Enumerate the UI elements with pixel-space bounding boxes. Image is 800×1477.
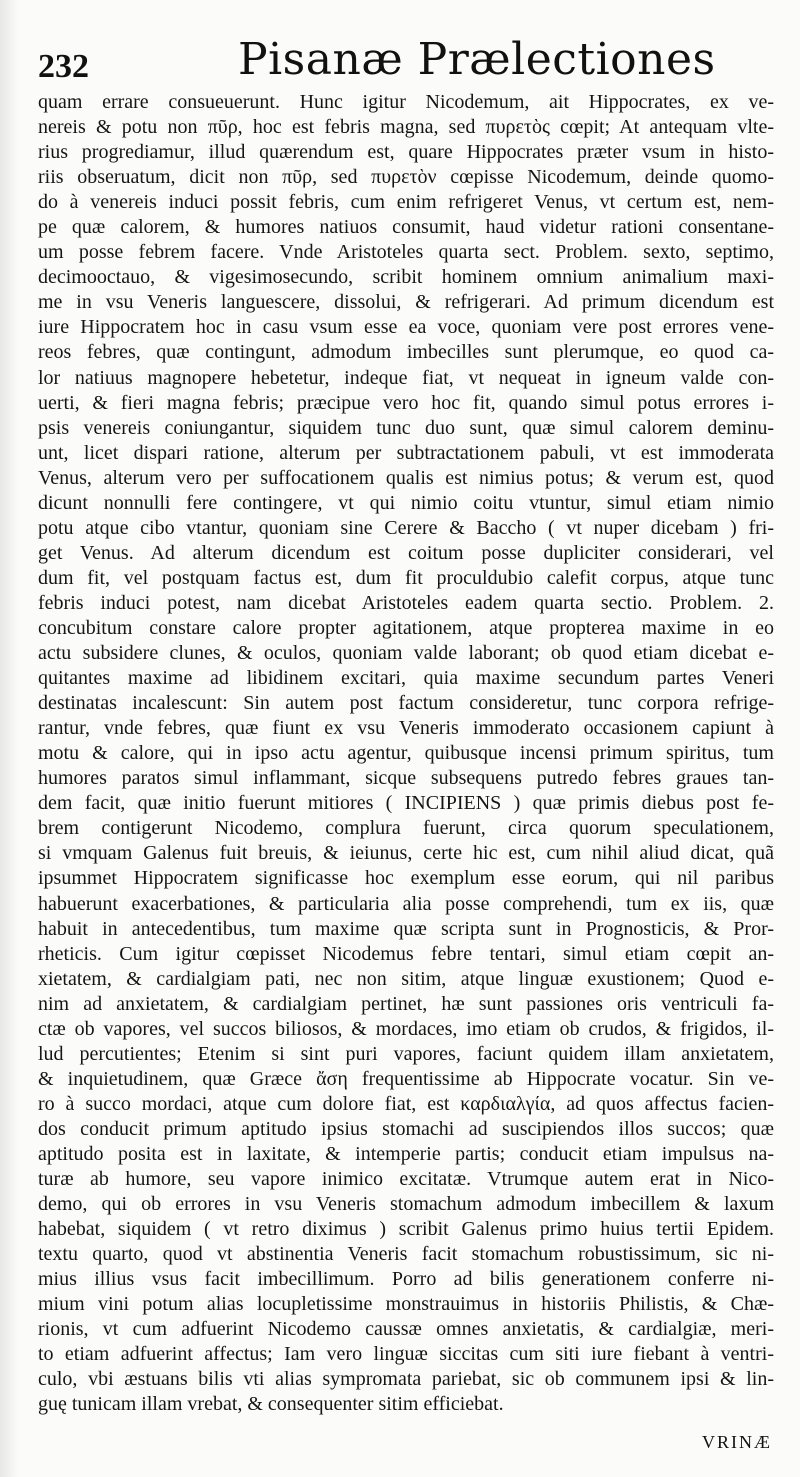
text-line: iure Hippocratem hoc in casu vsum esse ea voce, quoniam vere post errores vene- bbox=[38, 316, 774, 339]
text-line: rantur, vnde febres, quæ fiunt ex vsu Veneris immoderato occasionem capiunt à bbox=[38, 717, 774, 740]
text-line: actu subsidere clunes, & oculos, quoniam valde laborant; ob quod etiam dicebat e- bbox=[38, 642, 774, 665]
text-line: febris induci potest, nam dicebat Aristoteles eadem quarta sectio. Problem. 2. bbox=[38, 591, 774, 614]
text-line: habuit in antecedentibus, tum maxime quæ scripta sunt in Prognosticis, & Pror- bbox=[38, 917, 774, 940]
text-line: & inquietudinem, quæ Græce ἄση frequentissime ab Hippocrate vocatur. Sin ve- bbox=[38, 1067, 774, 1090]
text-line: concubitum constare calore propter agitationem, atque propterea maxime in eo bbox=[38, 616, 774, 639]
text-line: potu atque cibo vtantur, quoniam sine Cerere & Baccho ( vt nuper dicebam ) fri- bbox=[38, 516, 774, 539]
text-line: pe quæ calorem, & humores natiuos consumit, haud videtur rationi consentane- bbox=[38, 216, 774, 239]
catchword: VRINÆ bbox=[701, 1432, 772, 1452]
page-edge-shadow bbox=[0, 0, 18, 1477]
text-line: motu & calore, qui in ipso actu agentur, quibusque incensi primum spiritus, tum bbox=[38, 742, 774, 765]
text-line: xietatem, & cardialgiam pati, nec non sitim, atque linguæ exustionem; Quod e- bbox=[38, 967, 774, 990]
text-line: dicunt nonnulli fere contingere, vt qui nimio coitu vtuntur, simul etiam nimio bbox=[38, 491, 774, 514]
text-line: reos febres, quæ contingunt, admodum imbecilles sunt plerumque, eo quod ca- bbox=[38, 341, 774, 364]
text-line: demo, qui ob errores in vsu Veneris stomachum admodum imbecillem & laxum bbox=[38, 1193, 774, 1216]
text-line: quitantes maxime ad libidinem excitari, quia maxime secundum partes Veneri bbox=[38, 667, 774, 690]
text-line: rius progrediamur, illud quærendum est, quare Hippocrates præter vsum in histo- bbox=[38, 141, 774, 164]
text-line: psis venereis coniungantur, siquidem tunc duo sunt, quæ simul calorem deminu- bbox=[38, 416, 774, 439]
text-line: ro à succo mordaci, atque cum dolore fiat, est καρδιαλγία, ad quos affectus facien- bbox=[38, 1092, 774, 1115]
text-line: culo, vbi æstuans bilis vti alias sympromata pariebat, sic ob communem ipsi & lin- bbox=[38, 1368, 774, 1391]
text-line: turæ ab humore, seu vapore inimico excitatæ. Vtrumque autem erat in Nico- bbox=[38, 1168, 774, 1191]
text-line: unt, licet dispari ratione, alterum per subtractationem pabuli, vt est immoderata bbox=[38, 441, 774, 464]
text-line: mius illius vsus facit imbecillimum. Porro ad bilis generationem conferre ni- bbox=[38, 1268, 774, 1291]
text-line: lor natiuus magnopere hebetetur, indeque fiat, vt nequeat in igneum valde con- bbox=[38, 366, 774, 389]
text-line: dum fit, vel postquam factus est, dum fit proculdubio calefit corpus, atque tunc bbox=[38, 566, 774, 589]
text-line: Venus, alterum vero per suffocationem qualis est nimius potus; & verum est, quod bbox=[38, 466, 774, 489]
text-line: riis obseruatum, dicit non πῦρ, sed πυρετὸν cœpisse Nicodemum, deinde quomo- bbox=[38, 166, 774, 189]
text-line: me in vsu Veneris languescere, dissolui, & refrigerari. Ad primum dicendum est bbox=[38, 291, 774, 314]
text-line: get Venus. Ad alterum dicendum est coitum posse dupliciter considerari, vel bbox=[38, 541, 774, 564]
text-line: mium vini potum alias locupletissime monstrauimus in historiis Philistis, & Chæ- bbox=[38, 1293, 774, 1316]
running-head: Pisanæ Prælectiones bbox=[238, 34, 716, 85]
text-line: nim ad anxietatem, & cardialgiam pertinet, hæ sunt passiones oris ventriculi fa- bbox=[38, 992, 774, 1015]
page-number: 232 bbox=[38, 48, 89, 85]
text-line: textu quarto, quod vt abstinentia Veneris facit stomachum robustissimum, sic ni- bbox=[38, 1243, 774, 1266]
text-line: nereis & potu non πῦρ, hoc est febris magna, sed πυρετὸς cœpit; At antequam vlte- bbox=[38, 116, 774, 139]
text-line: um posse febrem facere. Vnde Aristoteles quarta sect. Problem. sexto, septimo, bbox=[38, 241, 774, 264]
page-header bbox=[38, 26, 778, 88]
text-line: to etiam adfuerint affectus; Iam vero linguæ siccitas cum siti iure fiebant à ventri- bbox=[38, 1343, 774, 1366]
text-line: guę tunicam illam vrebat, & consequenter sitim efficiebat. bbox=[38, 1393, 504, 1416]
text-line: decimooctauo, & vigesimosecundo, scribit hominem omnium animalium maxi- bbox=[38, 266, 774, 289]
text-line: dos conducit primum aptitudo ipsius stomachi ad suscipiendos illos succos; quæ bbox=[38, 1117, 774, 1140]
text-line: humores paratos simul inflammant, sicque subsequens putredo febres graues tan- bbox=[38, 767, 774, 790]
text-line: rheticis. Cum igitur cœpisset Nicodemus febre tentari, simul etiam cœpit an- bbox=[38, 942, 774, 965]
text-line: aptitudo posita est in laxitate, & intemperie partis; conducit etiam impulsus na- bbox=[38, 1142, 774, 1165]
body-text bbox=[38, 90, 774, 1417]
text-line: dem facit, quæ initio fuerunt mitiores ( INCIPIENS ) quæ primis diebus post fe- bbox=[38, 792, 774, 815]
text-line: brem contigerunt Nicodemo, complura fuerunt, circa quorum speculationem, bbox=[38, 817, 774, 840]
text-line: lud percutientes; Etenim si sint puri vapores, faciunt quidem illam anxietatem, bbox=[38, 1042, 774, 1065]
text-line: ctæ ob vapores, vel succos biliosos, & mordaces, imo etiam ob crudos, & frigidos, il- bbox=[38, 1017, 774, 1040]
text-line: rionis, vt cum adfuerint Nicodemo caussæ omnes anxietatis, & cardialgiæ, meri- bbox=[38, 1318, 774, 1341]
text-line: do à venereis induci possit febris, cum enim refrigeret Venus, vt certum est, nem- bbox=[38, 191, 774, 214]
text-line: si vmquam Galenus fuit breuis, & ieiunus, certe hic est, cum nihil aliud dicat, quã bbox=[38, 842, 774, 865]
text-line: habuerunt exacerbationes, & particularia alia posse comprehendi, tum ex iis, quæ bbox=[38, 892, 774, 915]
text-line: quam errare consueuerunt. Hunc igitur Nicodemum, ait Hippocrates, ex ve- bbox=[38, 91, 774, 113]
text-line: habebat, siquidem ( vt retro diximus ) scribit Galenus primo huius tertii Epidem. bbox=[38, 1218, 774, 1241]
text-line: uerti, & fieri magna febris; præcipue vero hoc fit, quando simul potus errores i- bbox=[38, 391, 774, 414]
text-line: destinatas incalescunt: Sin autem post factum consideretur, tunc corpora refrige- bbox=[38, 692, 774, 715]
text-line: ipsummet Hippocratem significasse hoc exemplum esse eorum, qui nil paribus bbox=[38, 867, 774, 890]
